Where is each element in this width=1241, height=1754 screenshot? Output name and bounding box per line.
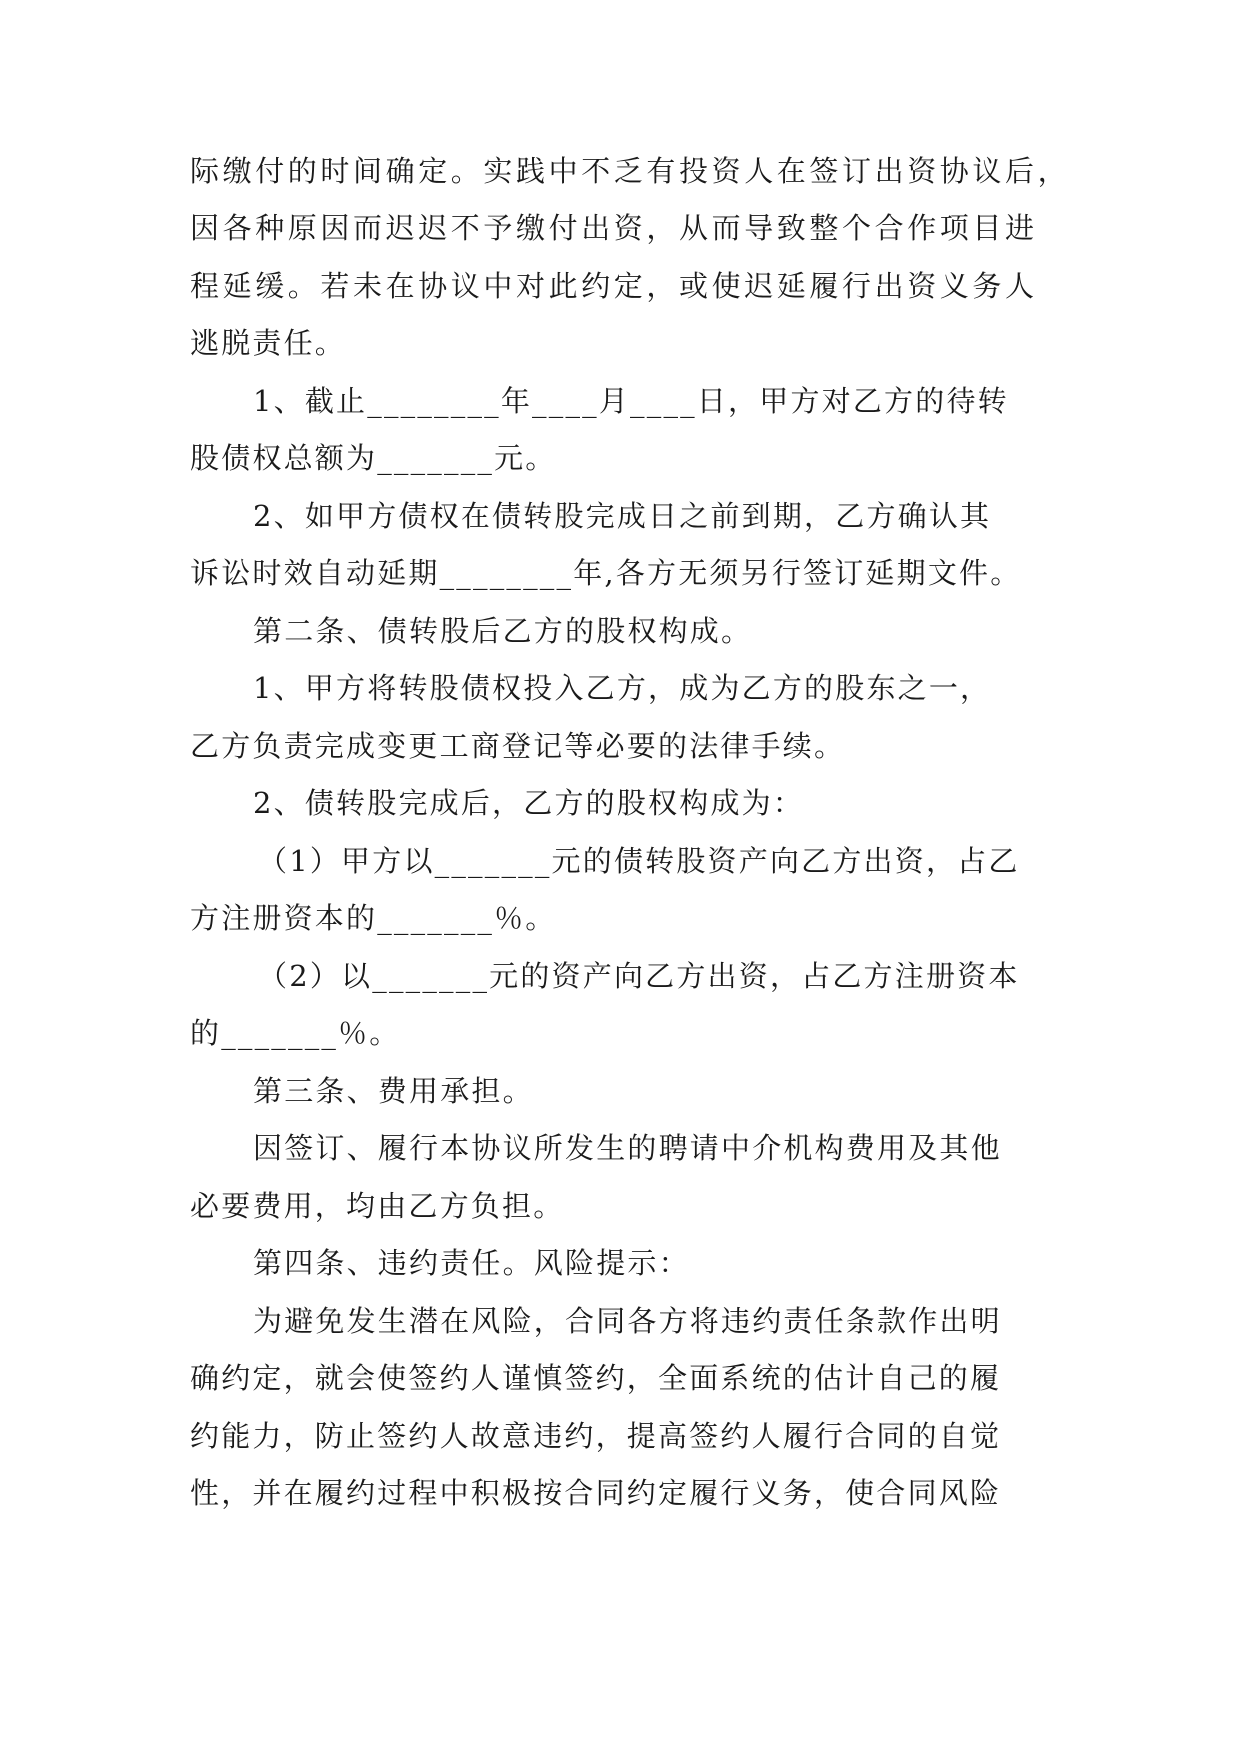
text-line: 性，并在履约过程中积极按合同约定履行义务，使合同风险: [190, 1476, 1002, 1510]
text-line: 逃脱责任。: [190, 326, 347, 360]
text-line: 必要费用，均由乙方负担。: [190, 1189, 565, 1223]
text-line: 的_______％。: [190, 1016, 401, 1050]
text-line: 际缴付的时间确定。实践中不乏有投资人在签订出资协议后，: [190, 154, 1071, 188]
text-line: （1）甲方以_______元的债转股资产向乙方出资，占乙: [258, 844, 1020, 878]
section-heading: 第三条、费用承担。: [253, 1074, 534, 1108]
text-line: 约能力，防止签约人故意违约，提高签约人履行合同的自觉: [190, 1419, 1002, 1453]
text-line: 2、债转股完成后，乙方的股权构成为：: [253, 786, 805, 820]
text-line: 1、甲方将转股债权投入乙方，成为乙方的股东之一，: [253, 671, 992, 705]
section-heading: 第四条、违约责任。风险提示：: [253, 1246, 690, 1280]
text-line: 方注册资本的_______％。: [190, 901, 557, 935]
text-line: 程延缓。若未在协议中对此约定，或使迟延履行出资义务人: [190, 269, 1038, 303]
text-line: 2、如甲方债权在债转股完成日之前到期，乙方确认其: [253, 499, 992, 533]
text-line: 乙方负责完成变更工商登记等必要的法律手续。: [190, 729, 846, 763]
text-line: 诉讼时效自动延期________年,各方无须另行签订延期文件。: [190, 556, 1022, 590]
section-heading: 第二条、债转股后乙方的股权构成。: [253, 614, 753, 648]
text-line: 股债权总额为_______元。: [190, 441, 557, 475]
text-line: 为避免发生潜在风险，合同各方将违约责任条款作出明: [253, 1304, 1002, 1338]
text-line: 因签订、履行本协议所发生的聘请中介机构费用及其他: [253, 1131, 1002, 1165]
text-line: （2）以_______元的资产向乙方出资，占乙方注册资本: [258, 959, 1020, 993]
text-line: 确约定，就会使签约人谨慎签约，全面系统的估计自己的履: [190, 1361, 1002, 1395]
text-line: 因各种原因而迟迟不予缴付出资，从而导致整个合作项目进: [190, 211, 1038, 245]
text-line: 1、截止________年____月____日，甲方对乙方的待转: [253, 384, 1009, 418]
